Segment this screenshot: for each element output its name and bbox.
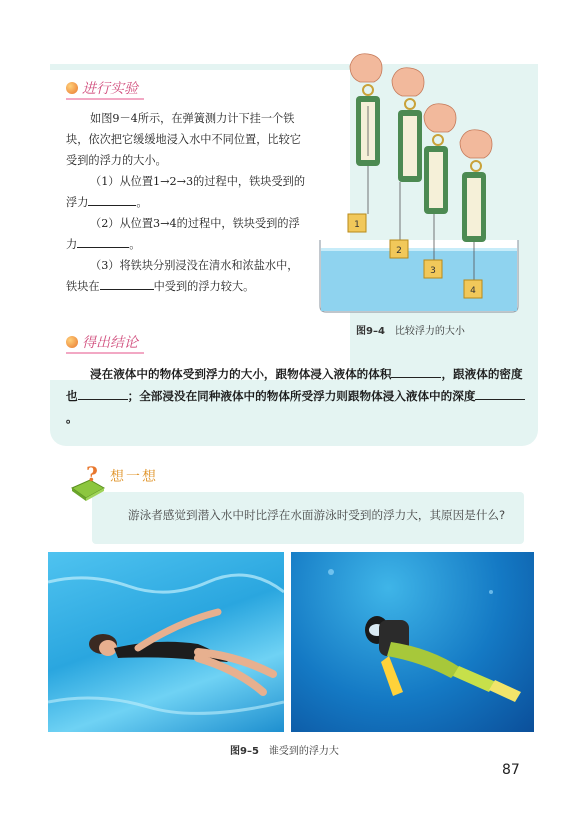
answer-blank-3[interactable]	[100, 277, 154, 290]
swimmer-photo	[48, 552, 284, 732]
block-label-1: 1	[354, 220, 360, 230]
figure-9-4-illustration	[316, 44, 530, 318]
spring-scale-2	[390, 68, 424, 258]
conclusion-heading	[66, 332, 138, 352]
experiment-heading	[66, 78, 138, 98]
figure-9-5-title: 谁受到的浮力大	[268, 746, 339, 757]
answer-blank-1[interactable]	[88, 193, 136, 206]
conclusion-text	[66, 363, 530, 429]
think-question-text: 游泳者感觉到潜入水中时比浮在水面游泳时受到的浮力大，其原因是什么?	[128, 508, 506, 522]
page-number: 87	[502, 762, 520, 778]
experiment-body	[66, 108, 306, 297]
diver-photo	[291, 552, 534, 732]
water	[321, 248, 517, 311]
question-1-text: （1）从位置1→2→3的过程中，铁块受到的浮力	[66, 175, 306, 209]
experiment-intro: 如图9－4所示，在弹簧测力计下挂一个铁块，依次把它缓缓地浸入水中不同位置，比较它受到的浮力的大小。	[66, 112, 301, 167]
block-label-3: 3	[430, 266, 436, 276]
surface-swimmer-image	[48, 552, 284, 732]
answer-blank-2[interactable]	[77, 235, 129, 248]
question-3-text: （3）将铁块分别浸没在清水和浓盐水中，铁块在	[66, 259, 299, 293]
figure-9-4-title: 比较浮力的大小	[394, 326, 465, 337]
question-2-end: 。	[129, 238, 141, 251]
question-3	[66, 255, 306, 297]
question-2-text: （2）从位置3→4的过程中，铁块受到的浮力	[66, 217, 300, 251]
experiment-heading-label: 进行实验	[82, 81, 138, 97]
question-1-end: 。	[136, 196, 148, 209]
question-2	[66, 213, 306, 255]
conclusion-heading-label: 得出结论	[82, 335, 138, 351]
figure-9-5-caption	[230, 742, 339, 757]
conclusion-blank-2[interactable]	[78, 387, 128, 400]
bullet-dot-icon	[66, 82, 78, 94]
conclusion-part-3: ；全部浸没在同种液体中的物体所受浮力则跟物体浸入液体中的深度	[127, 389, 476, 403]
book-question-icon	[68, 462, 108, 502]
figure-9-5-number: 图9–5	[230, 746, 259, 757]
think-title: 想一想	[110, 469, 158, 485]
heading-underline	[66, 352, 144, 354]
question-1	[66, 171, 306, 213]
figure-9-4-number: 图9–4	[356, 326, 385, 337]
block-label-2: 2	[396, 246, 402, 256]
figure-9-4-caption	[356, 322, 465, 337]
question-3-end: 中受到的浮力较大。	[153, 280, 255, 293]
bullet-dot-icon	[66, 336, 78, 348]
conclusion-blank-1[interactable]	[391, 365, 441, 378]
conclusion-part-4: 。	[66, 411, 78, 425]
spring-scale-1	[348, 54, 382, 232]
scuba-diver-image	[291, 552, 534, 732]
block-label-4: 4	[470, 286, 476, 296]
conclusion-part-2: ，跟液体的密度也	[66, 367, 523, 403]
heading-underline	[66, 98, 144, 100]
think-question	[104, 504, 516, 526]
conclusion-blank-3[interactable]	[475, 387, 525, 400]
conclusion-part-1: 浸在液体中的物体受到浮力的大小，跟物体浸入液体的体积	[90, 367, 392, 381]
svg-text:?: ?	[86, 462, 98, 486]
